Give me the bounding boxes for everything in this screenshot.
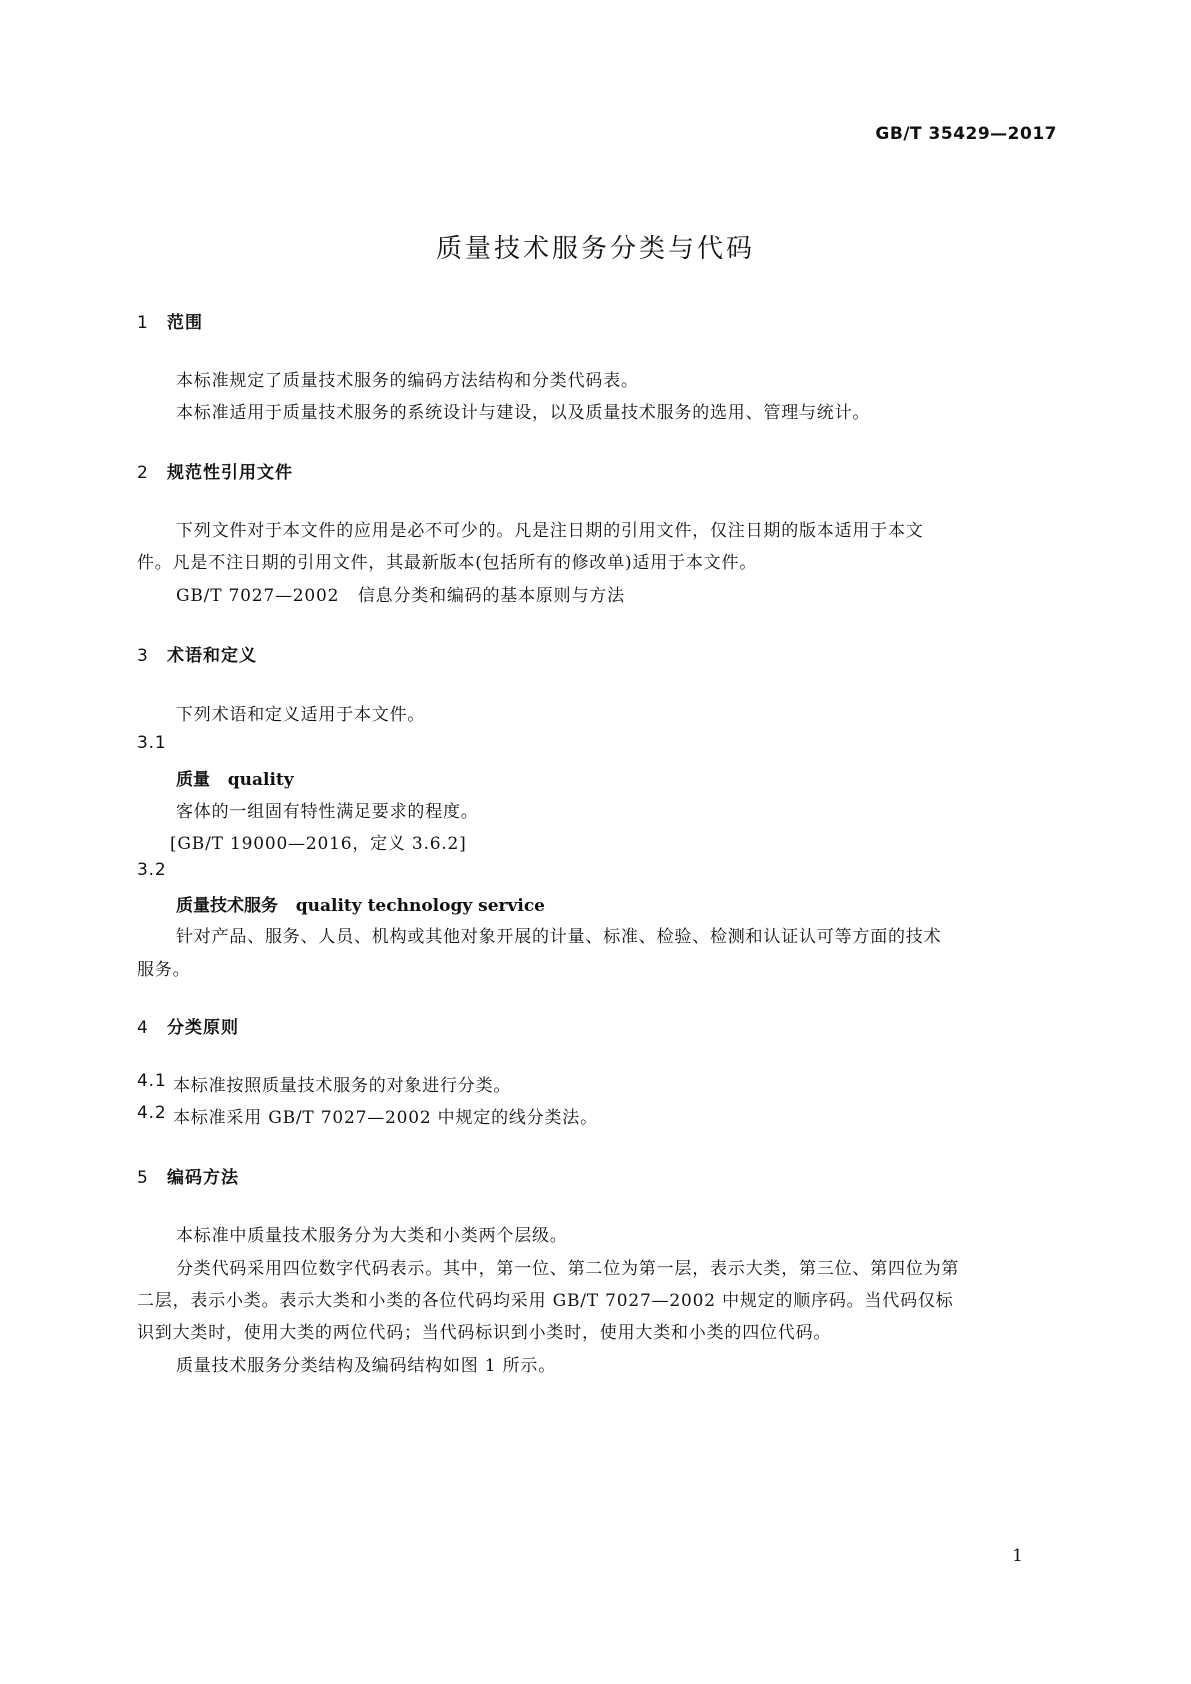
section-number: 4: [137, 1018, 149, 1038]
paragraph: 下列术语和定义适用于本文件。: [176, 705, 426, 725]
section-2-heading: [137, 458, 293, 483]
term-number: 3.1: [137, 733, 167, 753]
section-number: 3: [137, 646, 149, 666]
paragraph: 分类代码采用四位数字代码表示。其中，第一位、第二位为第一层，表示大类，第三位、第四位为第: [176, 1259, 960, 1279]
section-title: 术语和定义: [167, 646, 257, 666]
standard-number: GB/T 35429—2017: [875, 124, 1057, 144]
paragraph: 本标准规定了质量技术服务的编码方法结构和分类代码表。: [176, 371, 639, 391]
term-title: 质量技术服务 quality technology service: [176, 896, 545, 916]
term-definition: 针对产品、服务、人员、机构或其他对象开展的计量、标准、检验、检测和认证认可等方面的技术: [176, 927, 942, 947]
paragraph: 识到大类时，使用大类的两位代码；当代码标识到小类时，使用大类和小类的四位代码。: [137, 1323, 832, 1343]
term-definition: 服务。: [137, 960, 191, 980]
paragraph: 本标准适用于质量技术服务的系统设计与建设，以及质量技术服务的选用、管理与统计。: [176, 403, 871, 423]
section-number: 1: [137, 313, 149, 333]
section-4-heading: [137, 1013, 239, 1038]
section-number: 5: [137, 1168, 149, 1188]
clause-text: 本标准按照质量技术服务的对象进行分类。: [173, 1076, 512, 1096]
page-number: 1: [1012, 1546, 1023, 1566]
section-title: 范围: [167, 313, 203, 333]
section-title: 规范性引用文件: [167, 463, 293, 483]
term-definition: 客体的一组固有特性满足要求的程度。: [176, 802, 479, 822]
paragraph: 质量技术服务分类结构及编码结构如图 1 所示。: [176, 1356, 557, 1376]
paragraph: 件。凡是不注日期的引用文件，其最新版本(包括所有的修改单)适用于本文件。: [137, 553, 758, 573]
paragraph: 二层，表示小类。表示大类和小类的各位代码均采用 GB/T 7027—2002 中规定的顺序码。当代码仅标: [137, 1291, 954, 1311]
section-number: 2: [137, 463, 149, 483]
paragraph: 本标准中质量技术服务分为大类和小类两个层级。: [176, 1226, 568, 1246]
document-title: 质量技术服务分类与代码: [435, 234, 755, 264]
section-5-heading: [137, 1163, 239, 1188]
section-title: 编码方法: [167, 1168, 239, 1188]
term-title: 质量 quality: [176, 770, 294, 790]
section-title: 分类原则: [167, 1018, 239, 1038]
paragraph: 下列文件对于本文件的应用是必不可少的。凡是注日期的引用文件，仅注日期的版本适用于本文: [176, 521, 924, 541]
term-source: [GB/T 19000—2016，定义 3.6.2]: [170, 834, 467, 854]
term-number: 3.2: [137, 860, 167, 880]
clause-text: 本标准采用 GB/T 7027—2002 中规定的线分类法。: [173, 1108, 598, 1128]
normative-reference: GB/T 7027—2002 信息分类和编码的基本原则与方法: [176, 586, 625, 606]
section-3-heading: [137, 641, 257, 666]
clause-number: 4.2: [137, 1103, 167, 1123]
section-1-heading: [137, 308, 203, 333]
clause-number: 4.1: [137, 1071, 167, 1091]
